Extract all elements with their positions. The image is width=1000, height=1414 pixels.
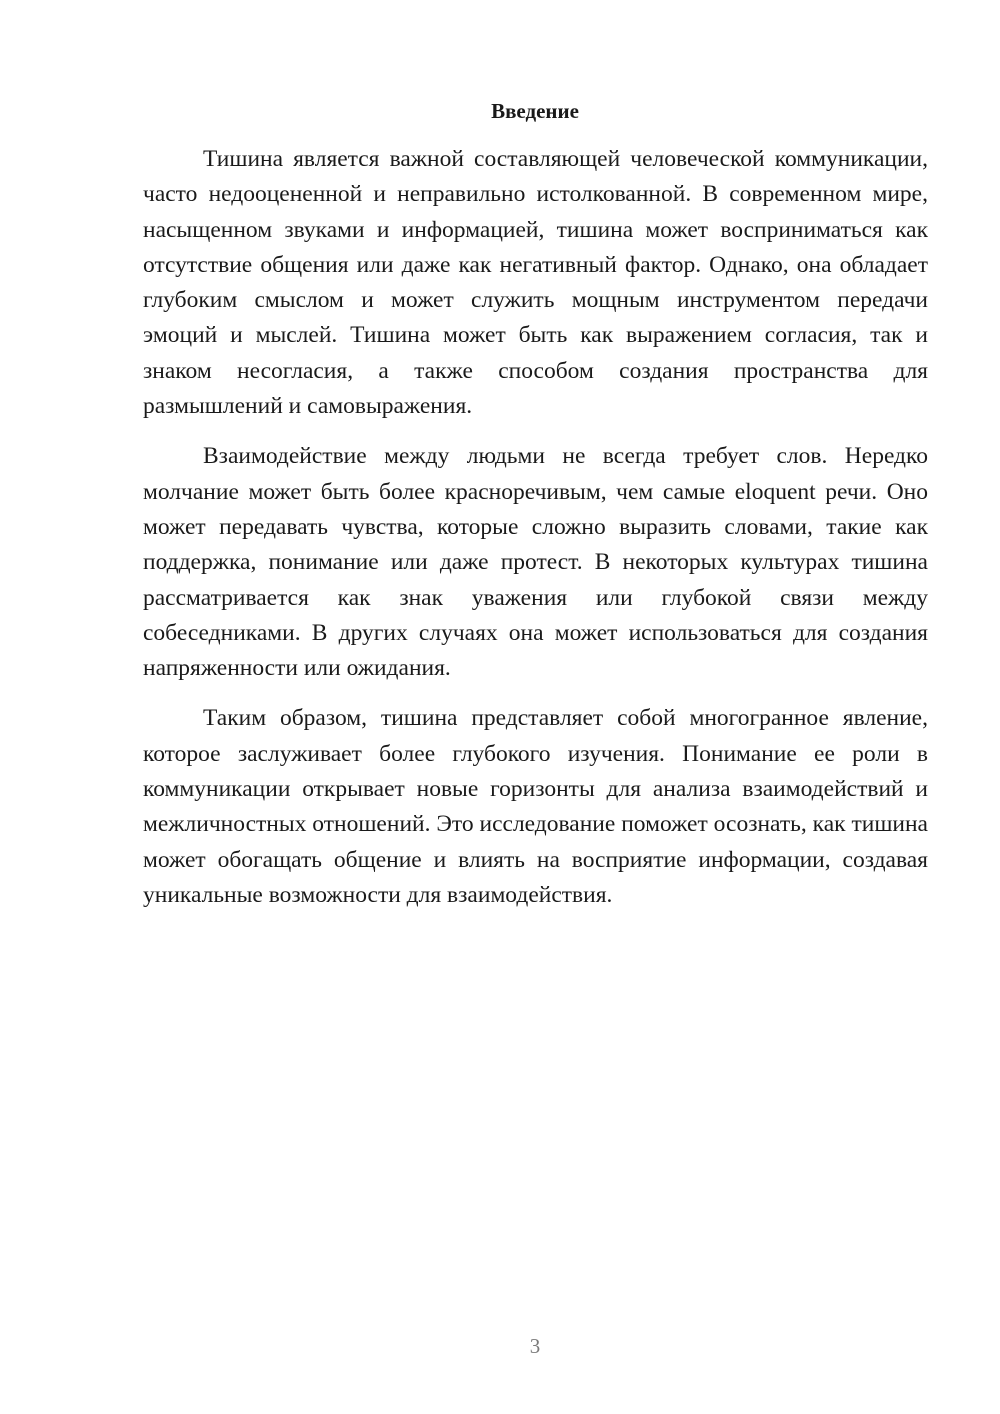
- paragraph-3: Таким образом, тишина представляет собой многогранное явление, которое заслуживает более глубокого изучения. Понимание ее роли в коммуникации открывает новые горизонты для анализа взаимодействий и межличностных отношений. Это исследование поможет осознать, как тишина может обогащать общение и влиять на восприятие информации, создавая уникальные возможности для взаимодействия.: [143, 705, 928, 908]
- section-title: Введение: [491, 99, 579, 123]
- body-text: [143, 142, 928, 913]
- paragraph-2: Взаимодействие между людьми не всегда требует слов. Нередко молчание может быть более красноречивым, чем самые eloquent речи. Оно может передавать чувства, которые сложно выразить словами, такие как поддержка, понимание или даже протест. В некоторых культурах тишина рассматривается как знак уважения или глубокой связи между собеседниками. В других случаях она может использоваться для создания напряженности или ожидания.: [143, 443, 928, 682]
- paragraph-1: Тишина является важной составляющей человеческой коммуникации, часто недооцененной и неправильно истолкованной. В современном мире, насыщенном звуками и информацией, тишина может восприниматься как отсутствие общения или даже как негативный фактор. Однако, она обладает глубоким смыслом и может служить мощным инструментом передачи эмоций и мыслей. Тишина может быть как выражением согласия, так и знаком несогласия, а также способом создания пространства для размышлений и самовыражения.: [143, 146, 928, 420]
- page-number: 3: [529, 1334, 541, 1358]
